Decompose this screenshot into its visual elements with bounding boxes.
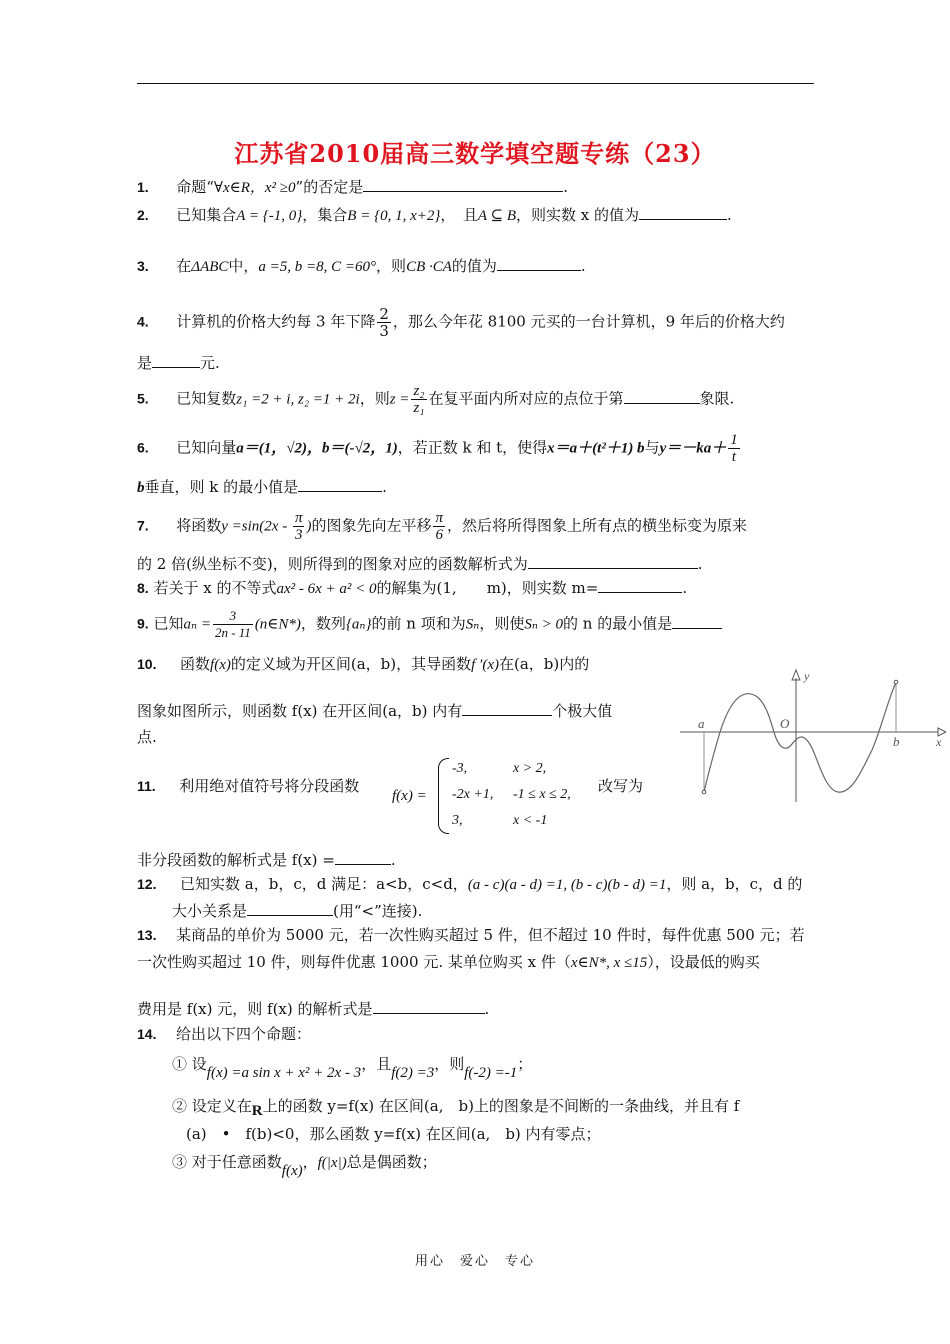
problem-text: ③ 对于任意函数: [172, 1153, 282, 1171]
answer-blank: [247, 900, 333, 916]
problem-5: [137, 383, 734, 416]
answer-blank: [639, 204, 727, 220]
punctuation: ；: [517, 1055, 533, 1073]
piecewise-cond-2: -1 ≤ x ≤ 2,: [513, 787, 571, 802]
math-expr: f(2) =3: [391, 1065, 435, 1081]
answer-blank: [373, 998, 485, 1014]
page-title: 江苏省2010届高三数学填空题专练（23）: [234, 139, 716, 168]
punctuation: .: [390, 851, 396, 869]
problem-text: 的 n 的最小值是: [563, 614, 673, 633]
problem-text: ，集合: [302, 206, 348, 224]
problem-text: 计算机的价格大约每 3 年下降: [176, 312, 376, 331]
problem-text: ”的否定是: [295, 178, 364, 196]
problem-1: [137, 176, 568, 198]
math-expr: f(|x|): [317, 1155, 347, 1171]
math-expr: R: [251, 1103, 263, 1119]
problem-text: 给出以下四个命题：: [176, 1025, 312, 1043]
y-label: y: [804, 669, 810, 683]
problem-text: 在(a，b)内的: [499, 655, 590, 673]
a-label: a: [698, 716, 705, 731]
problem-number: 2.: [137, 207, 149, 223]
statement-1: [172, 1054, 533, 1081]
punctuation: .: [484, 1000, 490, 1018]
problem-10-cont: [137, 700, 612, 721]
problem-6-cont: [137, 476, 387, 498]
piecewise-lhs: f(x) =: [392, 788, 427, 804]
problem-text: 中，: [228, 257, 259, 275]
problem-text: 点.: [137, 728, 157, 746]
math-expr: x∈N*, x ≤15: [570, 955, 648, 971]
problem-4: [137, 306, 785, 339]
denominator: t: [731, 449, 737, 465]
math-expr: z₁ =2 + i, z₂ =1 + 2i: [236, 391, 360, 408]
numerator: π: [435, 510, 443, 526]
punctuation: .: [563, 178, 568, 196]
answer-blank: [528, 553, 698, 569]
denominator: 6: [435, 527, 443, 543]
problem-text: 垂直，则 k 的最小值是: [144, 478, 299, 496]
math-expr: ΔABC: [191, 259, 229, 275]
math-expr: ax² - 6x + a² < 0: [276, 581, 377, 597]
a-endpoint: [702, 790, 706, 794]
fraction: [728, 432, 740, 465]
problem-text: 非分段函数的解析式是 f(x) =: [137, 851, 335, 869]
problem-number: 6.: [137, 439, 149, 456]
problem-text: 一次性购买超过 10 件，则每件优惠 1000 元. 某单位购买 x 件（: [137, 953, 571, 971]
math-expr: B = {0, 1, x+2}: [347, 208, 441, 224]
problem-text: 已知集合: [176, 206, 237, 224]
problem-7-cont: [137, 553, 703, 574]
answer-blank: [598, 577, 682, 593]
problem-text: 的定义域为开区间(a，b)，其导函数: [230, 655, 472, 673]
math-expr: b: [137, 480, 145, 496]
numerator: 3: [213, 608, 253, 625]
problem-number: 4.: [137, 313, 149, 330]
problem-text: 与: [644, 438, 660, 457]
b-endpoint: [894, 680, 898, 684]
problem-text: 命题“: [176, 178, 214, 196]
problem-9: [137, 608, 722, 641]
punctuation: .: [727, 206, 732, 224]
problem-number: 11.: [137, 778, 156, 794]
problem-text: ② 设定义在: [172, 1097, 252, 1115]
answer-blank: [462, 700, 552, 716]
problem-text: 的图象先向左平移: [311, 516, 432, 535]
statement-3: [172, 1152, 437, 1179]
problem-text: (a) • f(b)<0，那么函数 y=f(x) 在区间(a, b) 内有零点；: [186, 1125, 601, 1143]
problem-text: 象限.: [699, 389, 735, 408]
numerator: 2: [379, 305, 389, 323]
problem-10: [137, 654, 589, 675]
math-expr: Sₙ: [465, 616, 480, 633]
problem-4-cont: [137, 352, 220, 373]
problem-number: 9.: [137, 615, 149, 632]
problem-14: [137, 1024, 311, 1044]
x-label: x: [936, 735, 942, 749]
statement-2-cont: [186, 1124, 601, 1144]
problem-text: 在: [176, 257, 192, 275]
math-expr: ): [306, 518, 312, 535]
problem-6: [137, 432, 742, 465]
derivative-graph: [676, 666, 946, 806]
problem-11-tail: 改写为: [598, 777, 644, 795]
math-expr: {aₙ}: [345, 616, 372, 633]
problem-text: 的值为: [451, 257, 497, 275]
fraction: [377, 306, 391, 339]
math-expr: x＝a＋(t²＋1) b: [547, 440, 645, 457]
problem-text: ，则: [376, 257, 407, 275]
answer-blank: [152, 352, 200, 368]
problem-number: 1.: [137, 179, 149, 195]
denominator: 3: [294, 527, 303, 543]
denominator: 2n - 11: [214, 625, 251, 640]
piecewise-case-3: 3,: [452, 813, 463, 828]
problem-text: 在复平面内所对应的点位于第: [428, 389, 624, 408]
origin-label: O: [780, 716, 790, 731]
math-expr: f(x): [281, 1163, 303, 1179]
denominator: 3: [379, 322, 389, 340]
derivative-curve: [704, 682, 896, 792]
problem-text: 上的函数 y=f(x) 在区间(a, b)上的图象是不间断的一条曲线，并且有 f: [262, 1097, 740, 1115]
problem-text: 的解集为(1, m)，则实数 m=: [376, 579, 599, 597]
math-expr: (n∈N*): [254, 616, 301, 633]
problem-text: ，且: [361, 1055, 392, 1073]
piecewise-case-2: -2x +1,: [452, 787, 494, 802]
math-expr: f(-2) =-1: [464, 1065, 518, 1081]
problem-12: [137, 874, 802, 895]
problem-text: ，则: [359, 389, 390, 408]
problem-text: 已知: [153, 614, 184, 633]
problem-text: ，则使: [479, 614, 525, 633]
math-expr: f(x): [210, 657, 231, 673]
problem-text: 已知复数: [176, 389, 237, 408]
problem-number: 3.: [137, 258, 149, 274]
problem-text: ，然后将所得图象上所有点的横坐标变为原来: [447, 516, 748, 535]
problem-13-cont2: [137, 998, 489, 1019]
problem-number: 5.: [137, 390, 149, 407]
problem-number: 7.: [137, 517, 149, 534]
problem-2: [137, 204, 732, 226]
problem-text: ），设最低的购买: [647, 953, 760, 971]
problem-text: 个极大值: [552, 702, 613, 720]
problem-text: ，: [302, 1153, 318, 1171]
math-expr: aₙ =: [183, 616, 211, 633]
fraction: [433, 510, 445, 543]
problem-11-cont: [137, 849, 396, 870]
problem-text: ，若正数 k 和 t，使得: [397, 438, 548, 457]
problem-text: ① 设: [172, 1055, 207, 1073]
problem-text: 总是偶函数；: [346, 1153, 437, 1171]
problem-text: 图象如图所示，则函数 f(x) 在开区间(a，b) 内有: [137, 702, 463, 720]
b-label: b: [893, 734, 900, 749]
page-footer: 用心 爱心 专心: [414, 1254, 535, 1269]
problem-text: 元.: [200, 354, 220, 372]
math-expr: ∀x∈R，x² ≥0: [213, 180, 296, 196]
problem-number: 14.: [137, 1026, 157, 1042]
piecewise-cond-3: x < -1: [513, 813, 548, 828]
math-expr: y =sin(2x -: [221, 518, 291, 535]
numerator: π: [294, 510, 303, 526]
problem-13-cont: [137, 952, 760, 973]
answer-blank: [497, 255, 581, 271]
punctuation: .: [682, 579, 688, 597]
math-expr: a＝(1，√2)，b＝(-√2，1): [236, 440, 398, 457]
math-expr: f(x) =a sin x + x² + 2x - 3: [206, 1065, 362, 1081]
punctuation: .: [580, 257, 586, 275]
problem-text: 的 2 倍(纵坐标不变)，则所得到的图象对应的函数解析式为: [137, 555, 528, 573]
denominator: z₁: [413, 400, 425, 416]
math-expr: a =5, b =8, C =60°: [258, 259, 377, 275]
problem-text: 利用绝对值符号将分段函数: [179, 777, 360, 795]
problem-text: 的前 n 项和为: [371, 614, 466, 633]
problem-text: 费用是 f(x) 元，则 f(x) 的解析式是: [137, 1000, 373, 1018]
piecewise-brace: [438, 758, 449, 834]
problem-7: [137, 510, 747, 543]
problem-10-cont2: [137, 727, 157, 747]
statement-2: [172, 1096, 739, 1117]
math-expr: y＝－ka＋: [659, 440, 727, 457]
numerator: z₂: [413, 383, 425, 399]
problem-text: ， 且: [440, 206, 478, 224]
answer-blank: [298, 476, 382, 492]
problem-8: [137, 577, 687, 599]
math-expr: f ′(x): [471, 657, 499, 673]
math-expr: A ⊆ B: [477, 208, 516, 224]
problem-text: 是: [137, 354, 153, 372]
math-expr: Sₙ > 0: [524, 616, 564, 633]
header-rule: [137, 83, 814, 84]
problem-text: 将函数: [176, 516, 222, 535]
problem-12-cont: [172, 900, 422, 921]
problem-text: ，则: [434, 1055, 465, 1073]
problem-text: ，那么今年花 8100 元买的一台计算机，9 年后的价格大约: [392, 312, 785, 331]
math-expr: CB ·CA: [406, 259, 452, 275]
problem-text: 函数: [180, 655, 211, 673]
problem-text: 大小关系是: [172, 902, 248, 920]
problem-text: 已知向量: [176, 438, 237, 457]
problem-text: ，则 a，b，c，d 的: [666, 875, 803, 893]
fraction: [293, 510, 305, 543]
problem-3: [137, 255, 586, 277]
problem-number: 12.: [137, 876, 157, 892]
derivative-graph-svg: [676, 666, 946, 806]
problem-number: 10.: [137, 656, 157, 672]
problem-13: [137, 925, 805, 945]
problem-number: 8.: [137, 580, 149, 596]
fraction: [411, 383, 426, 416]
math-expr: (a - c)(a - d) =1, (b - c)(b - d) =1: [467, 877, 667, 893]
answer-blank: [335, 849, 391, 865]
piecewise-cond-1: x > 2,: [513, 761, 547, 776]
piecewise-case-1: -3,: [452, 761, 468, 776]
problem-text: 某商品的单价为 5000 元，若一次性购买超过 5 件，但不超过 10 件时，每件优惠 500 元；若: [176, 926, 805, 944]
fraction: [213, 608, 253, 641]
numerator: 1: [730, 432, 738, 448]
problem-number: 13.: [137, 927, 157, 943]
answer-blank: [363, 176, 563, 192]
problem-text: (用“<”连接).: [333, 902, 423, 920]
math-expr: z =: [389, 391, 410, 408]
answer-blank: [672, 613, 722, 629]
problem-text: ，则实数 x 的值为: [516, 206, 639, 224]
punctuation: .: [382, 478, 387, 496]
problem-11: [137, 776, 359, 796]
answer-blank: [624, 388, 700, 404]
punctuation: .: [697, 555, 703, 573]
problem-text: 已知实数 a，b，c，d 满足：a<b，c<d，: [180, 875, 468, 893]
problem-text: ，数列: [300, 614, 346, 633]
math-expr: A = {-1, 0}: [236, 208, 303, 224]
problem-text: 若关于 x 的不等式: [153, 579, 277, 597]
